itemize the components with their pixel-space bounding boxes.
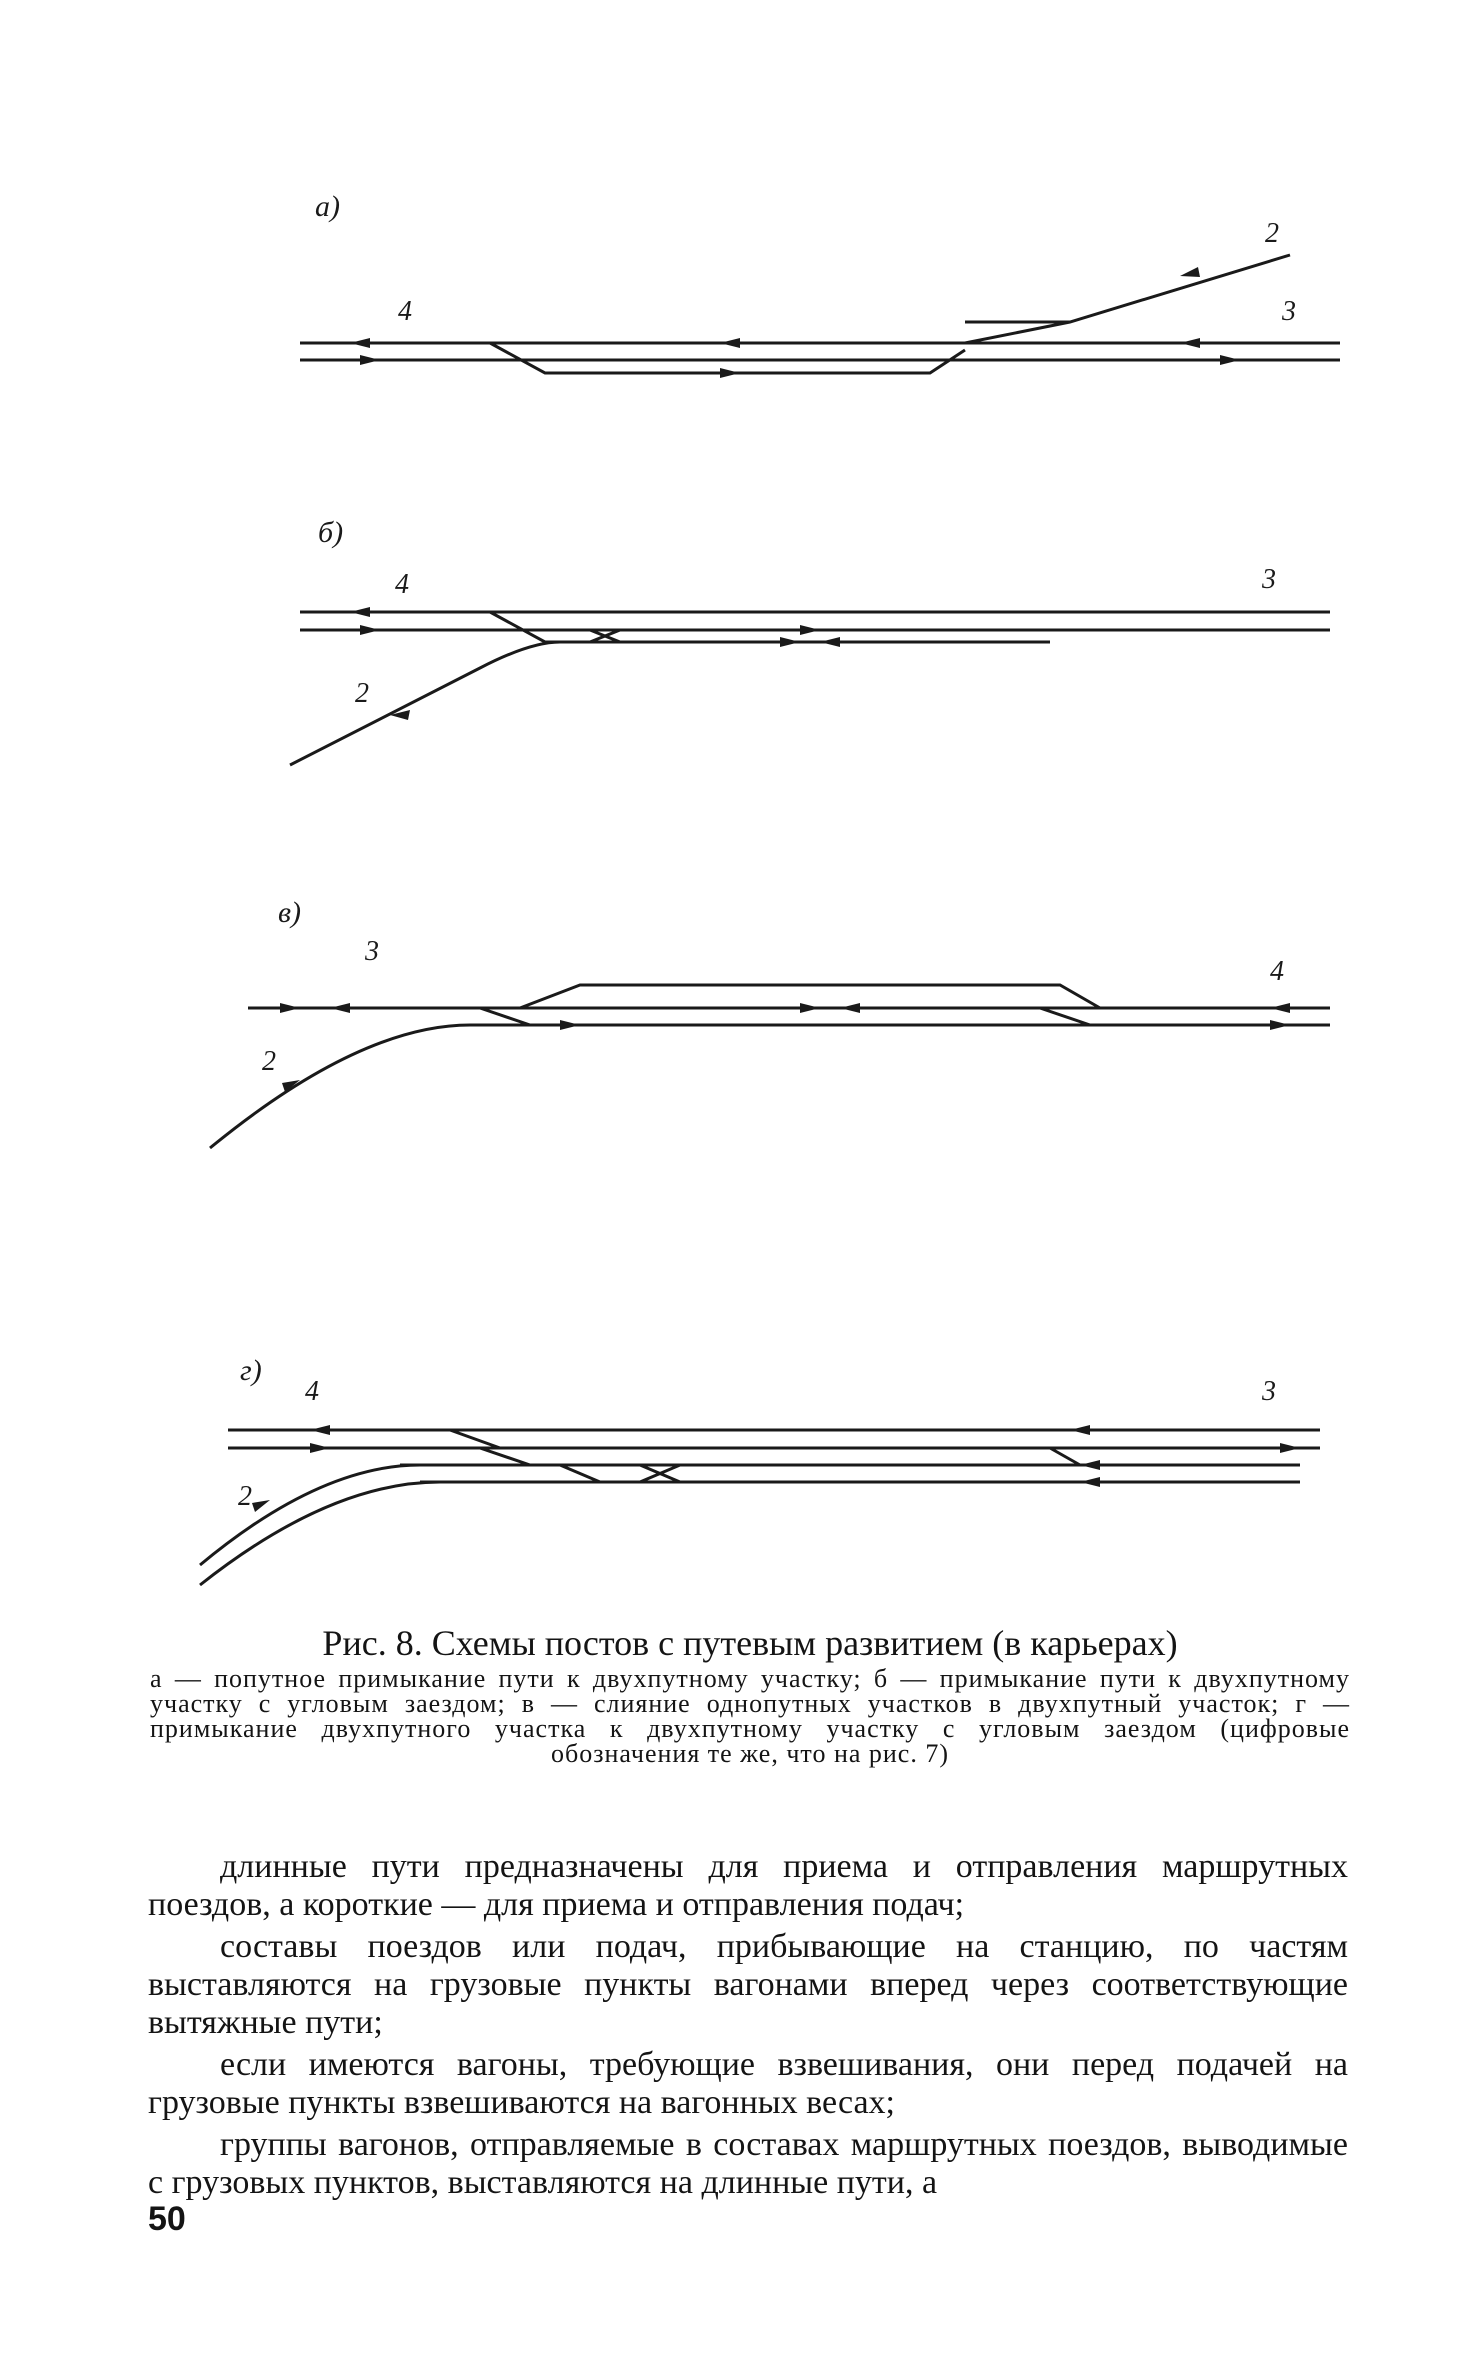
- direction-arrow: [1220, 355, 1240, 365]
- diagram-panel-c: [0, 880, 1476, 1160]
- direction-arrow: [310, 1425, 330, 1435]
- body-text: [148, 1848, 1348, 2206]
- direction-arrow: [800, 1003, 820, 1013]
- track-label-4: 4: [305, 1376, 319, 1407]
- paragraph: если имеются вагоны, требующие взвешивания, они перед подачей на грузовые пункты взвешиваются на вагонных весах;: [148, 2046, 1348, 2121]
- track-scheme-b: [0, 500, 1476, 780]
- caption-title: Рис. 8. Схемы постов с путевым развитием (в карьерах): [322, 1623, 1178, 1663]
- panel-letter: в): [278, 896, 302, 929]
- switch: [480, 1448, 530, 1465]
- direction-arrow: [1280, 1443, 1300, 1453]
- direction-arrow: [280, 1003, 300, 1013]
- page-number: 50: [148, 2200, 186, 2238]
- direction-arrow: [350, 338, 370, 348]
- branch-track-2: [290, 642, 560, 765]
- direction-arrow: [252, 1500, 270, 1512]
- direction-arrow: [1180, 267, 1200, 277]
- direction-arrow: [1070, 1425, 1090, 1435]
- track-scheme-c: [0, 880, 1476, 1160]
- direction-arrow: [360, 355, 380, 365]
- direction-arrow: [310, 1443, 330, 1453]
- direction-arrow: [350, 607, 370, 617]
- track-label-2: 2: [1265, 218, 1279, 249]
- caption-text: а — попутное примыкание пути к двухпутному участку; б — примыкание пути к двухпутному участку с угловым заездом; в — слияние однопутных участков в двухпутный участок; г — примыкание двухпутного участка к двухпутному участку с угловым заездом (цифровые обозначения те же, что на рис. 7): [150, 1664, 1350, 1768]
- direction-arrow: [1080, 1477, 1100, 1487]
- direction-arrow: [840, 1003, 860, 1013]
- approach-track-lower: [200, 1482, 440, 1585]
- direction-arrow: [720, 338, 740, 348]
- track-label-3: 3: [1282, 296, 1296, 327]
- bypass-track: [520, 985, 1100, 1008]
- switch: [1050, 1448, 1080, 1465]
- branch-track-2: [965, 255, 1290, 343]
- track-label-3: 3: [365, 936, 379, 967]
- panel-letter: а): [315, 190, 340, 223]
- paragraph: группы вагонов, отправляемые в составах маршрутных поездов, выводимые с грузовых пунктов, выставляются на длинные пути, а: [148, 2126, 1348, 2201]
- direction-arrow: [1180, 338, 1200, 348]
- direction-arrow: [720, 368, 740, 378]
- panel-letter: г): [240, 1354, 262, 1387]
- track-label-4: 4: [395, 569, 409, 600]
- switch: [450, 1430, 500, 1448]
- direction-arrow: [360, 625, 380, 635]
- track-scheme-d: [0, 1340, 1476, 1600]
- diagram-panel-b: [0, 500, 1476, 780]
- siding-track: [490, 343, 965, 373]
- paragraph: составы поездов или подач, прибывающие на станцию, по частям выставляются на грузовые пункты вагонами вперед через соответствующие вытяжные пути;: [148, 1928, 1348, 2041]
- track-label-4: 4: [1270, 956, 1284, 987]
- figure-caption: [150, 1622, 1350, 1766]
- diagram-panel-a: [0, 180, 1476, 420]
- direction-arrow: [1270, 1020, 1290, 1030]
- direction-arrow: [1080, 1460, 1100, 1470]
- switch: [1040, 1008, 1090, 1025]
- paragraph: длинные пути предназначены для приема и отправления маршрутных поездов, а короткие — для приема и отправления подач;: [148, 1848, 1348, 1923]
- track-label-3: 3: [1262, 1376, 1276, 1407]
- track-label-2: 2: [238, 1481, 252, 1512]
- switch: [480, 1008, 530, 1025]
- diagram-panel-d: [0, 1340, 1476, 1600]
- panel-letter: б): [318, 516, 344, 549]
- siding-track: [490, 612, 1050, 642]
- track-label-4: 4: [398, 296, 412, 327]
- track-label-2: 2: [262, 1046, 276, 1077]
- track-scheme-a: [0, 180, 1476, 420]
- branch-track-2: [210, 1025, 470, 1148]
- direction-arrow: [820, 637, 840, 647]
- direction-arrow: [330, 1003, 350, 1013]
- direction-arrow: [560, 1020, 580, 1030]
- direction-arrow: [780, 637, 800, 647]
- direction-arrow: [1270, 1003, 1290, 1013]
- direction-arrow: [800, 625, 820, 635]
- track-label-2: 2: [355, 678, 369, 709]
- track-label-3: 3: [1262, 564, 1276, 595]
- switch: [560, 1465, 600, 1482]
